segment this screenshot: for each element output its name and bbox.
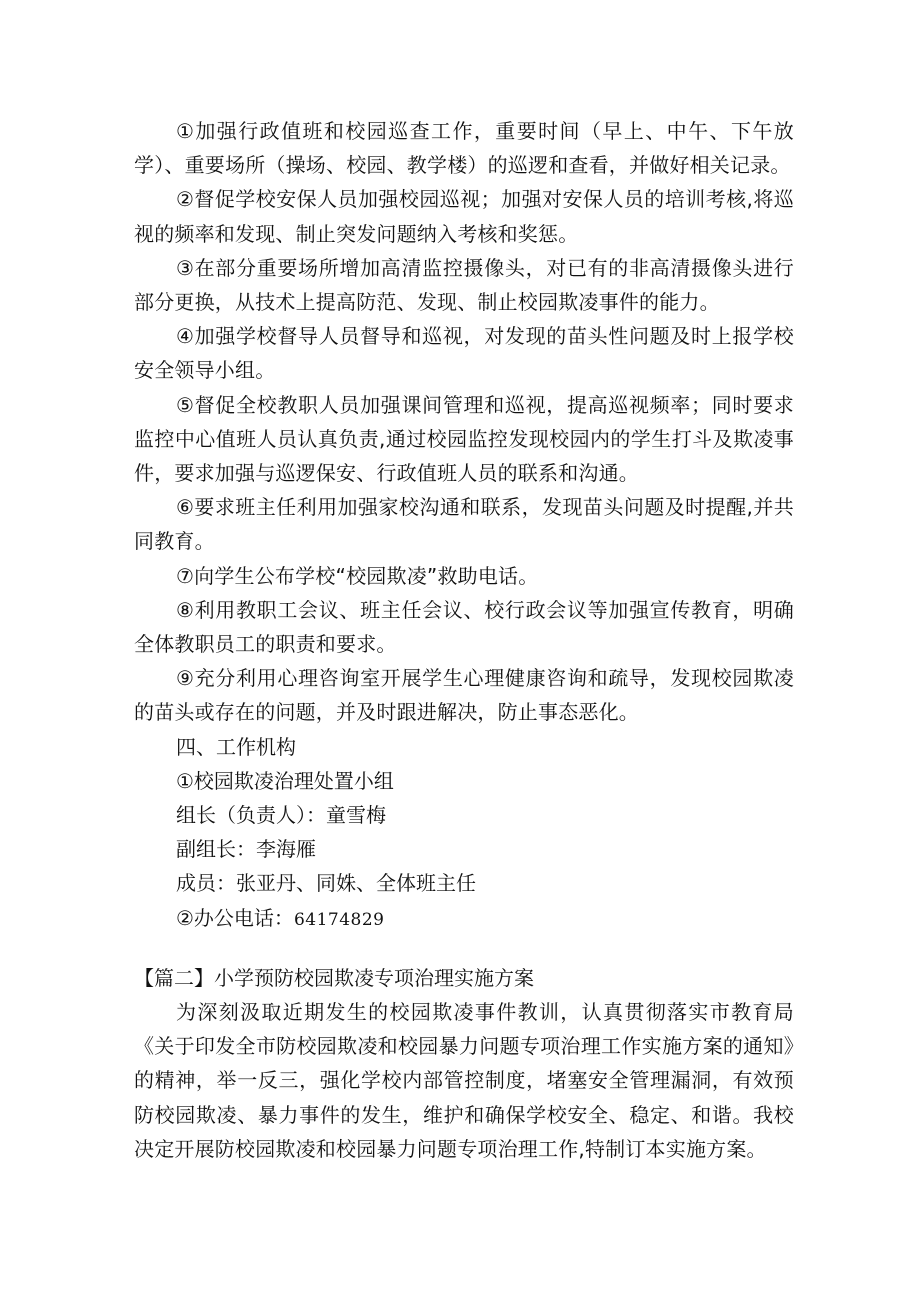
document-body — [134, 114, 794, 1166]
office-phone-number: 64174829 — [293, 909, 385, 930]
office-phone — [134, 901, 794, 937]
measure-7: ⑦向学生公布学校“校园欺凌”救助电话。 — [176, 563, 539, 588]
office-phone-label: ②办公电话： — [176, 905, 294, 930]
measure-8: ⑧利用教职工会议、班主任会议、校行政会议等加强宣传教育，明确全体教职员工的职责和要求。 — [134, 597, 794, 657]
group-title: ①校园欺凌治理处置小组 — [176, 768, 394, 793]
section-gap — [134, 937, 794, 961]
measure-4: ④加强学校督导人员督导和巡视，对发现的苗头性问题及时上报学校安全领导小组。 — [134, 324, 794, 383]
measure-5: ⑤督促全校教职人员加强课间管理和巡视，提高巡视频率；同时要求监控中心值班人员认真负责,通过校园监控发现校园内的学生打斗及欺凌事件，要求加强与巡逻保安、行政值班人员的联系和沟通。 — [134, 392, 794, 486]
part-two-heading: 【篇二】小学预防校园欺凌专项治理实施方案 — [134, 965, 534, 990]
measure-6: ⑥要求班主任利用加强家校沟通和联系，发现苗头问题及时提醒,并共同教育。 — [134, 495, 794, 554]
group-deputy: 副组长：李海雁 — [176, 837, 316, 862]
part-two-intro: 为深刻汲取近期发生的校园欺凌事件教训，认真贯彻落实市教育局《关于印发全市防校园欺凌和校园暴力问题专项治理工作实施方案的通知》的精神，举一反三，强化学校内部管控制度，堵塞安全管理漏洞，有效预防校园欺凌、暴力事件的发生，维护和确保学校安全、稳定、和谐。我校决定开展防校园欺凌和校园暴力问题专项治理工作,特制订本实施方案。 — [134, 1000, 794, 1161]
measure-3: ③在部分重要场所增加高清监控摄像头，对已有的非高清摄像头进行部分更换，从技术上提高防范、发现、制止校园欺凌事件的能力。 — [134, 255, 794, 315]
measure-1: ①加强行政值班和校园巡查工作，重要时间（早上、中午、下午放学）、重要场所（操场、校园、教学楼）的巡逻和查看，并做好相关记录。 — [134, 119, 794, 178]
section-title-organization: 四、工作机构 — [176, 734, 296, 759]
group-members: 成员：张亚丹、同姝、全体班主任 — [176, 871, 476, 896]
group-leader: 组长（负责人）：童雪梅 — [176, 803, 386, 828]
measure-2: ②督促学校安保人员加强校园巡视；加强对安保人员的培训考核,将巡视的频率和发现、制止突发问题纳入考核和奖惩。 — [134, 187, 794, 246]
measure-9: ⑨充分利用心理咨询室开展学生心理健康咨询和疏导，发现校园欺凌的苗头或存在的问题，并及时跟进解决，防止事态恶化。 — [134, 666, 794, 725]
